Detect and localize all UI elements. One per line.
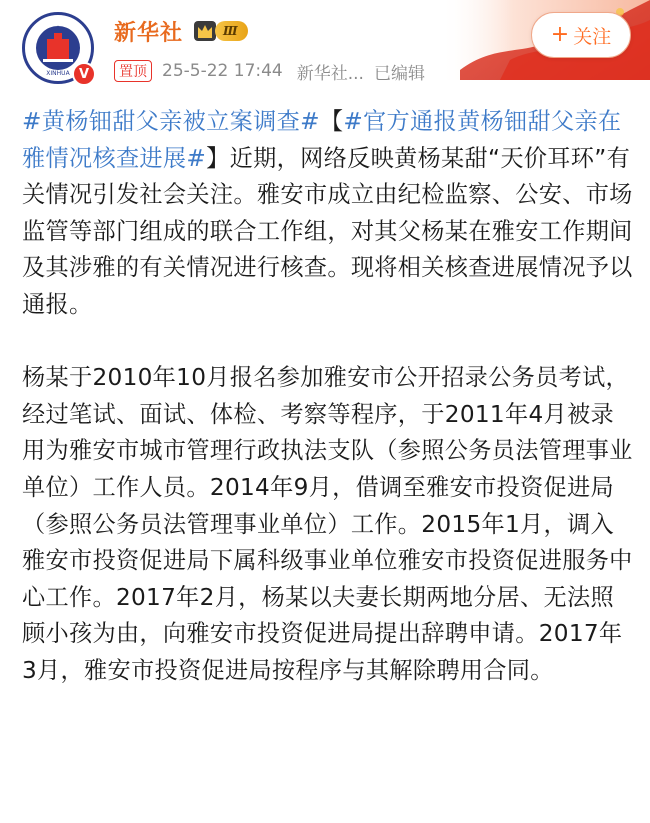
paragraph-gap (22, 324, 634, 361)
level-badge[interactable] (193, 18, 248, 44)
avatar[interactable] (22, 12, 94, 84)
pinned-badge: 置顶 (114, 60, 152, 82)
name-row (114, 14, 248, 48)
topic-link-official-report[interactable]: #官方通报黄杨钿甜父亲在雅情况核查进展# (22, 108, 622, 172)
paragraph-2: 杨某于2010年10月报名参加雅安市公开招录公务员考试，经过笔试、面试、体检、考察等程序，于2011年4月被录用为雅安市城市管理行政执法支队（参照公务员法管理事业单位）工作人员。2014年9月，借调至雅安市投资促进局（参照公务员法管理事业单位）工作。2015年1月，调入雅安市投资促进局下属科级事业单位雅安市投资促进服务中心工作。2017年2月，杨某以夫妻长期两地分居、无法照顾小孩为由，向雅安市投资促进局提出辞聘申请。2017年3月，雅安市投资促进局按程序与其解除聘用合同。 (22, 364, 633, 684)
close-bracket: 】 (206, 144, 230, 172)
topic-link-father-investigated[interactable]: #黄杨钿甜父亲被立案调查# (22, 108, 320, 135)
account-name[interactable]: 新华社 (114, 20, 184, 46)
meta-row (114, 58, 425, 84)
post-header (0, 0, 650, 100)
post-source[interactable]: 新华社... (296, 63, 364, 84)
paragraph-1-text: 近期，网络反映黄杨某甜“天价耳环”有关情况引发社会关注。雅安市成立由纪检监察、公安、市场监管等部门组成的联合工作组，对其父杨某在雅安工作期间及其涉雅的有关情况进行核查。现将相关核查进展情况予以通报。 (22, 144, 633, 318)
open-bracket: 【 (319, 108, 344, 135)
level-label: Ⅲ (215, 21, 248, 41)
post-timestamp: 25-5-22 17:44 (162, 61, 283, 81)
avatar-logo-text: XINHUA (46, 70, 70, 77)
follow-label: 关注 (573, 25, 612, 48)
follow-button[interactable] (531, 12, 631, 58)
verified-v-icon: V (72, 62, 96, 86)
edited-label[interactable]: 已编辑 (373, 63, 425, 84)
paragraph-1 (22, 104, 634, 324)
post-content (22, 104, 634, 690)
plus-icon: + (550, 22, 570, 47)
